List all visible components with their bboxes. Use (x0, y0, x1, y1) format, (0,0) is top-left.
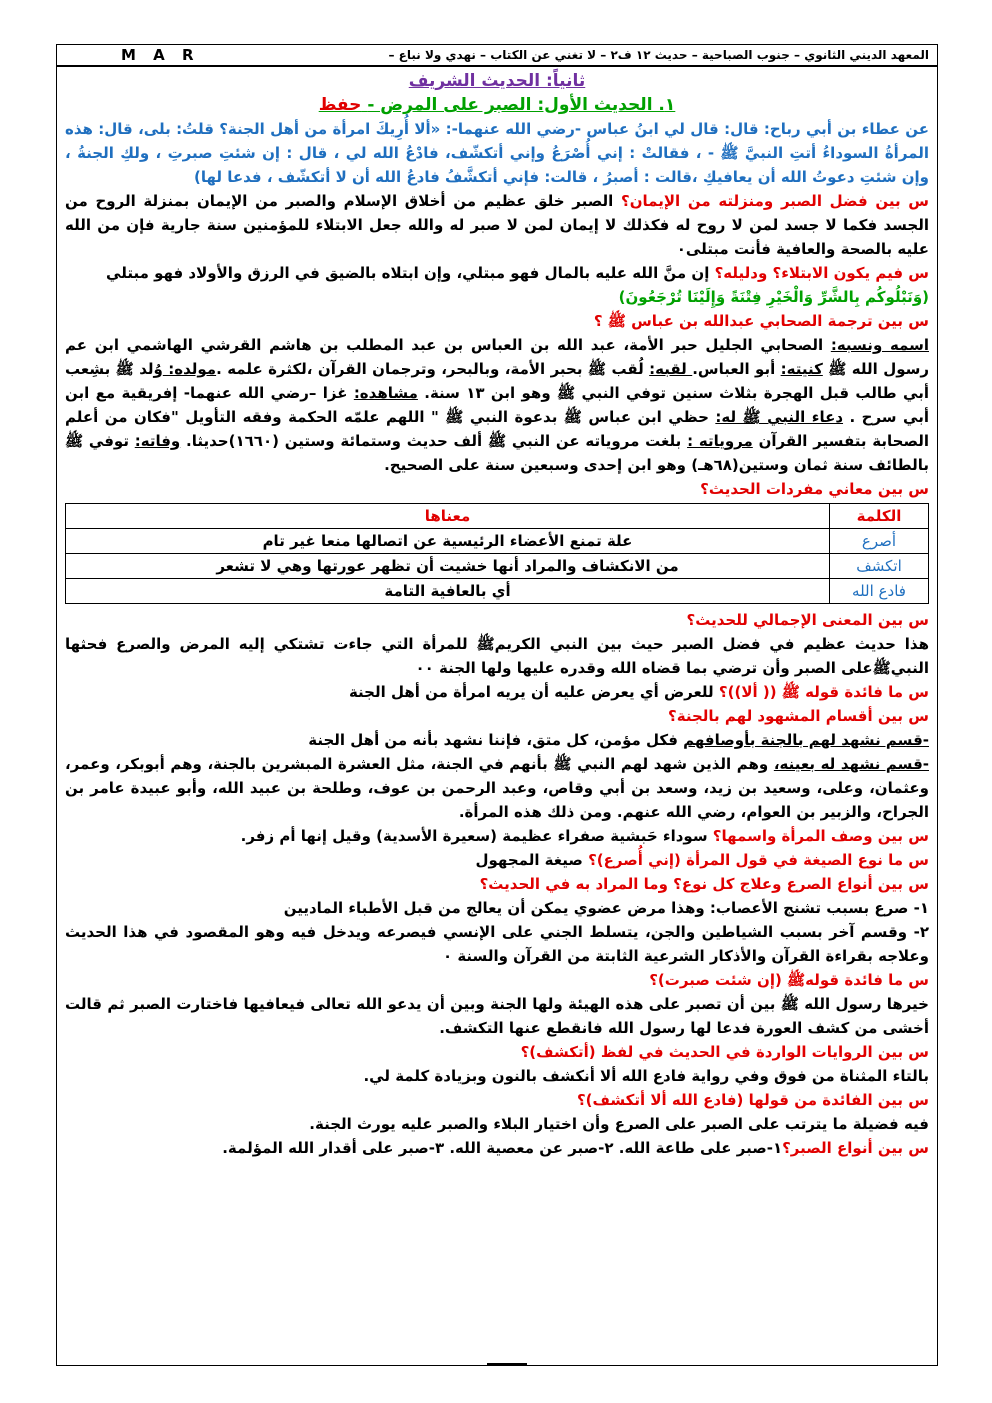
qa-trial (65, 261, 929, 285)
question-narrations: س بين الروايات الواردة في الحديث في لفظ (أتكشف)؟ (520, 1043, 929, 1061)
bio-text: غزا –رضي الله عنهما- إفريقية مع ابن أبي سرح . (65, 384, 929, 426)
bio-text: وُلد ﷺ بشِعب أبي طالب قبل الهجرة بثلاث سنين توفي النبي ﷺ وهو ابن ١٣ سنة. (65, 360, 929, 402)
answer-epilepsy-type-2: ٢- وقسم آخر بسبب الشياطين والجن، يتسلط الجني على الإنسي فيصرعه ويدخل فيه وهو المقصود في هذا الحديث وعلاجه بقراءة القرآن والأذكار الشرعية الثابتة من القرآن والسنة ٠ (65, 923, 929, 965)
question-paradise-categories: س بين أقسام المشهود لهم بالجنة؟ (668, 707, 929, 725)
bio-label: مروياته : (687, 432, 753, 450)
answer-category-2 (65, 752, 929, 824)
bio-text: الصحابي الجليل حبر الأمة، عبد الله بن العباس بن عبد المطلب بن هاشم القرشي الهاشمي ابن عم رسول الله ﷺ (65, 336, 929, 378)
answer: للعرض أي يعرض عليه أن يريه امرأة من أهل الجنة (348, 683, 719, 701)
bio-label: مولده: (162, 360, 217, 378)
header-mark: M A R (121, 46, 200, 64)
hadith-title (65, 93, 929, 117)
category-text: فكل مؤمن، كل متق، فإننا نشهد بأنه من أهل الجنة (308, 731, 684, 749)
answer-benefit: فيه فضيلة ما يترتب على الصبر على الصرع وأن اختيار البلاء والصبر عليه يورث الجنة. (309, 1115, 929, 1133)
qa-ala (65, 680, 929, 704)
table-row (66, 554, 929, 579)
vocab-word: فادع الله (830, 579, 929, 604)
bio-label: اسمه ونسبه: (830, 336, 929, 354)
category-label: -قسم نشهد لهم بالجنة بأوصافهم (683, 731, 929, 749)
question-biography: س بين ترجمة الصحابي عبدالله بن عباس ﷺ ؟ (593, 312, 929, 330)
quran-verse: (وَنَبْلُوكُم بِالشَّرِّ وَالْخَيْرِ فِتْنَةً وَإِلَيْنَا تُرْجَعُونَ) (618, 288, 929, 306)
section-title: ثانياً: الحديث الشريف (408, 71, 586, 91)
bio-text: بلغت مروياته عن النبي ﷺ ألف حديث وستمائة وستين (١٦٦٠)حديثا. (180, 432, 688, 450)
hadith-title-text: ١. الحديث الأول: الصبر على المرض - (367, 95, 676, 115)
bio-text: حظي ابن عباس ﷺ بدعوة النبي ﷺ " اللهم علمّه الحكمة وفقه التأويل "فكان من أعلم الصحابة بتفسير القرآن (65, 408, 930, 450)
question: س بين فضل الصبر ومنزلته من الإيمان؟ (621, 192, 929, 210)
bio-label: مشاهده: (353, 384, 418, 402)
vocab-meaning: من الانكشاف والمراد أنها خشيت أن تظهر عورتها وهي لا تشعر (66, 554, 830, 579)
vocab-meaning: أي بالعافية التامة (66, 579, 830, 604)
answer: ١-صبر على طاعة الله. ٢-صبر عن معصية الله. ٣-صبر على أقدار الله المؤلمة. (222, 1139, 783, 1157)
answer-narrations: بالتاء المثناة من فوق وفي رواية فادع الله ألا أنكشف بالنون وبزيادة كلمة لي. (363, 1067, 929, 1085)
answer: الصبر خلق عظيم من أخلاق الإسلام والصبر من الإيمان بمنزلة الروح من الجسد فكما لا جسد لمن لا روح له فكذلك لا إيمان لمن لا صبر له والله جعل الابتلاء للمؤمنين سنة جارية فإن من الله عليه بالصحة والعافية فأنت مبتلى٠ (65, 192, 929, 258)
hadith-text: عن عطاء بن أبي رباح: قال: قال لي ابنُ عباس -رضي الله عنهما-: «ألا أُرِيكَ امرأة من أهل الجنة؟ قلتُ: بلى، قال: هذه المرأةُ السوداءُ أتتِ النبيَّ ﷺ - ، فقالتْ : إني أُصْرَعُ وإني أتكشّف، فادْعُ الله لي ، قال : إن شئتِ صبرتِ ، ولكِ الجنةُ ، وإن شئتِ دعوتُ الله أن يعافيكِ ،قالت : أصبرُ ، قالت: فإني أتكشَّفُ فادعُ الله أن لا أتكشّف ، فدعا لها) (65, 120, 929, 186)
qa-virtue-of-patience (65, 189, 929, 261)
bio-label: وفاته: (134, 432, 181, 450)
header-text: المعهد الديني الثانوي – جنوب الصباحية – حديث ١٢ ف٢ – لا تغني عن الكتاب – نهدي ولا نباع – (388, 48, 929, 62)
page-footer-mark (487, 1363, 527, 1366)
hadith-title-tag: حفظ (318, 95, 362, 115)
category-text: وهم الذين شهد لهم النبي ﷺ بأنهم في الجنة، مثل العشرة المبشرين بالجنة، وهم أبوبكر، وعمر، وعثمان، وعلى، وسعيد بن زيد، وسعد بن أبي وقاص، وعبد الرحمن بن عوف، وطلحة بن عبيد الله، وأبو عبيدة عامر بن الجراح، والزبير بن العوام، رضي الله عنهم. ومن ذلك هذه المرأة. (65, 755, 929, 821)
answer: إن منَّ الله عليه بالمال فهو مبتلي، وإن ابتلاه بالضيق في الرزق والأولاد فهو مبتلي (106, 264, 715, 282)
question: س ما فائدة قوله ﷺ (( ألا))؟ (718, 683, 929, 701)
question-general-meaning: س بين المعنى الإجمالي للحديث؟ (686, 611, 929, 629)
question-benefit: س بين الفائدة من قولها (فادع الله ألا أتكشف)؟ (576, 1091, 929, 1109)
document-page (56, 44, 938, 1366)
category-label: -قسم نشهد له بعينه، (773, 755, 929, 773)
answer: سوداء حَبشية صفراء عظيمة (سعيرة الأسدية) وقيل إنها أم زفر. (240, 827, 713, 845)
answer-choice: خيرها رسول الله ﷺ بين أن تصبر على هذه الهيئة ولها الجنة وبين أن يدعو الله تعالى فيعافيها فاختارت الصبر ثم قالت أخشى من كشف العورة فدعا لها رسول الله فانقطع عنها التكشف. (65, 995, 929, 1037)
vocab-word: أصرع (830, 529, 929, 554)
question: س بين أنواع الصبر؟ (782, 1139, 929, 1157)
question: س بين وصف المرأة واسمها؟ (712, 827, 929, 845)
qa-verb-form (65, 848, 929, 872)
table-row (66, 579, 929, 604)
question-vocabulary: س بين معاني مفردات الحديث؟ (700, 480, 929, 498)
answer-category-1 (65, 728, 929, 752)
vocab-meaning: علة تمنع الأعضاء الرئيسية عن اتصالها منعا غير تام (66, 529, 830, 554)
table-header-row (66, 504, 929, 529)
page-content (65, 69, 929, 1365)
answer: صيغة المجهول (475, 851, 589, 869)
column-header-word: الكلمة (830, 504, 929, 529)
question: س ما نوع الصيغة في قول المرأة (إني أُصرع)؟ (588, 851, 929, 869)
question-epilepsy-types: س بين أنواع الصرع وعلاج كل نوع؟ وما المراد به في الحديث؟ (479, 875, 929, 893)
bio-label: كنيته: (780, 360, 823, 378)
question: س فيم يكون الابتلاء؟ ودليله؟ (714, 264, 929, 282)
qa-patience-types (65, 1136, 929, 1160)
answer-general-meaning: هذا حديث عظيم في فضل الصبر حيث بين النبي الكريمﷺ للمرأة التي جاءت تشتكي إليه المرض والصرع فحثها النبيﷺعلى الصبر وأن ترضي بما قضاه الله وقدره عليها ولها الجنة ٠٠ (65, 635, 929, 677)
answer-epilepsy-type-1: ١- صرع بسبب تشنج الأعصاب: وهذا مرض عضوي يمكن أن يعالج من قبل الأطباء الماديين (283, 899, 929, 917)
vocab-word: اتكشف (830, 554, 929, 579)
table-row (66, 529, 929, 554)
question-choice: س ما فائدة قولهﷺ (إن شئت صبرت)؟ (649, 971, 929, 989)
bio-label: لقبه: (649, 360, 693, 378)
biography (65, 333, 929, 477)
bio-text: توفي ﷺ بالطائف سنة ثمان وستين(٦٨هـ) وهو ابن إحدى وسبعين سنة على الصحيح. (65, 432, 929, 474)
bio-label: دعاء النبي ﷺ له: (715, 408, 844, 426)
column-header-meaning: معناها (66, 504, 830, 529)
page-header (57, 45, 937, 67)
qa-woman-description (65, 824, 929, 848)
vocabulary-table (65, 503, 929, 604)
bio-text: لُقب ﷺ بحبر الأمة، وبالبحر، وترجمان القرآن ،لكثرة علمه . (216, 360, 650, 378)
bio-text: أبو العباس. (692, 360, 781, 378)
